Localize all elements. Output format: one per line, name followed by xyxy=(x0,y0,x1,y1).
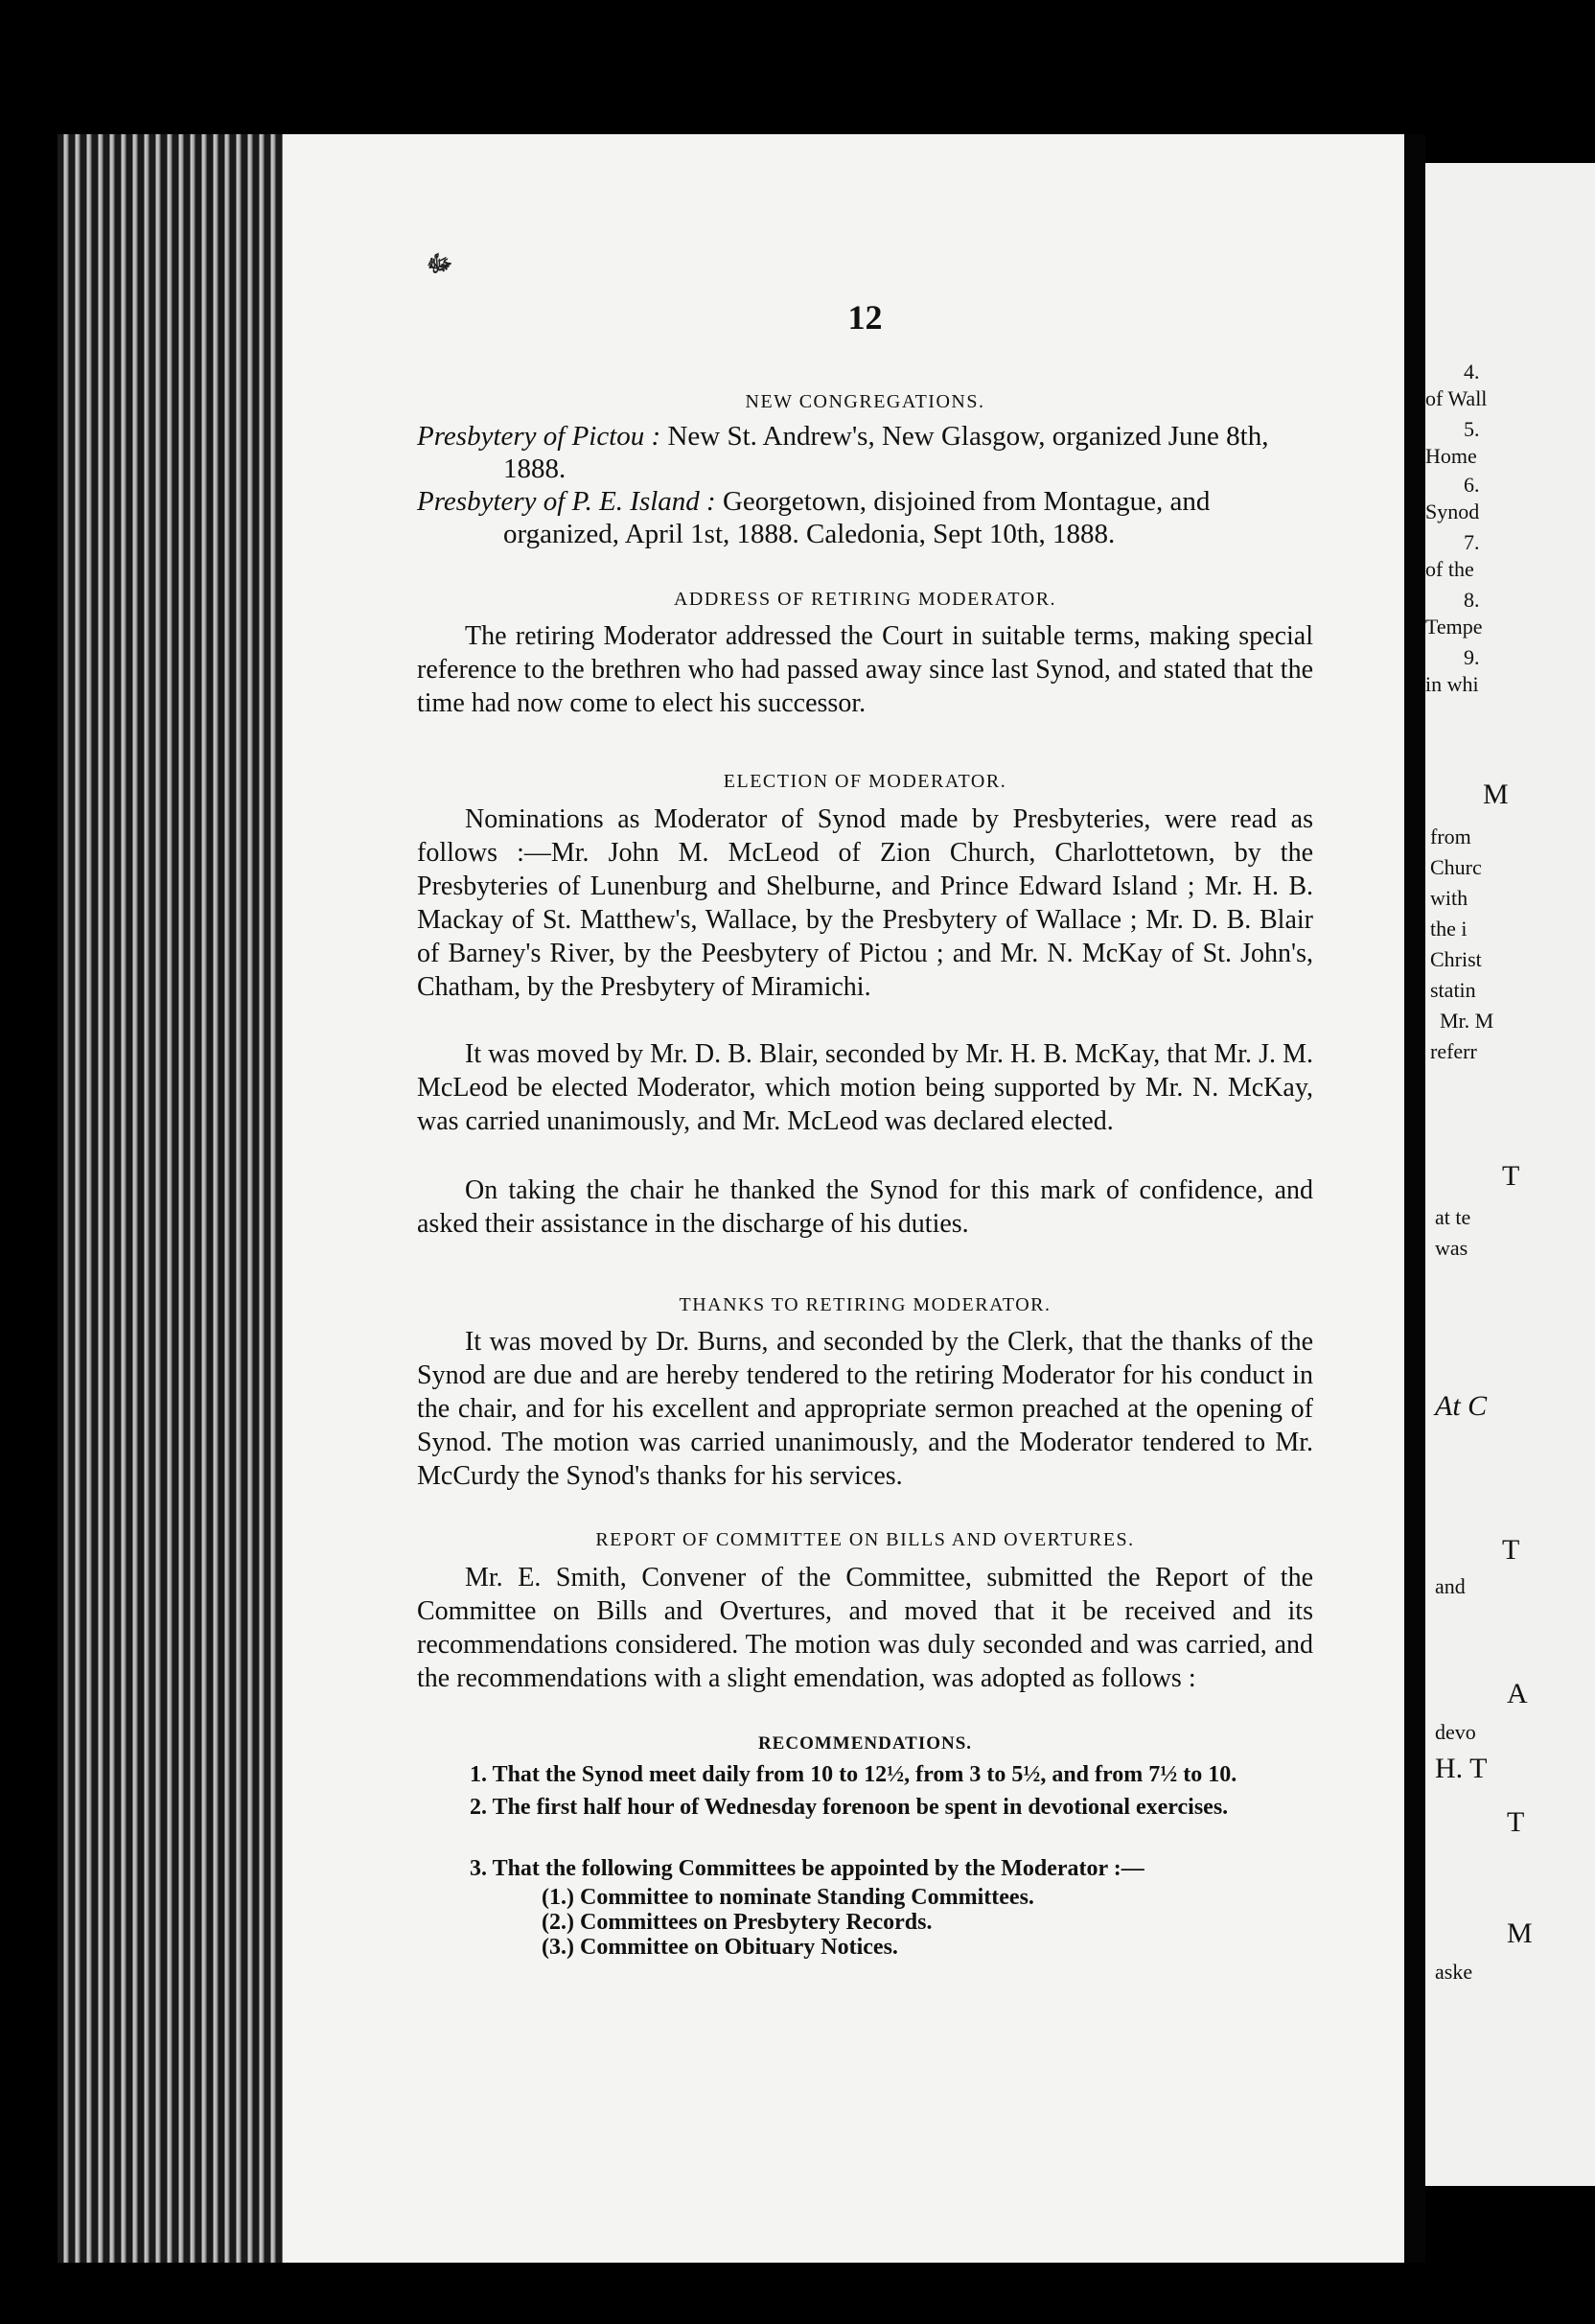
facing-fragment: devo xyxy=(1435,1720,1476,1744)
sub-item-3: (3.) Committee on Obituary Notices. xyxy=(542,1935,898,1960)
facing-fragment: of Wall xyxy=(1425,386,1488,410)
sub-item-1: (1.) Committee to nominate Standing Committees. xyxy=(542,1885,1034,1910)
book-edge-left xyxy=(58,134,283,2263)
facing-fragment: Churc xyxy=(1430,855,1482,879)
facing-fragment: Christ xyxy=(1430,947,1482,971)
recommendation-3: 3. That the following Committees be appointed by the Moderator :— xyxy=(470,1856,1144,1881)
recommendation-2: 2. The first half hour of Wednesday forenoon be spent in devotional exercises. xyxy=(470,1795,1229,1820)
para-election-2: It was moved by Mr. D. B. Blair, seconded by Mr. H. B. McKay, that Mr. J. M. McLeod be elected Moderator, which motion being supported by Mr. N. McKay, was carried unanimously, and Mr. McLeod was declared elected. xyxy=(417,1039,1313,1136)
facing-fragment: with xyxy=(1430,886,1468,910)
facing-page xyxy=(1425,163,1595,2186)
corner-mark: ﷻ xyxy=(427,252,453,277)
facing-fragment: Mr. M xyxy=(1440,1009,1494,1033)
sub-item-2: (2.) Committees on Presbytery Records. xyxy=(542,1910,933,1935)
facing-fragment: 5. xyxy=(1464,417,1480,441)
facing-fragment: A xyxy=(1507,1678,1528,1709)
para-election-3: On taking the chair he thanked the Synod for this mark of confidence, and asked their assistance in the discharge of his duties. xyxy=(417,1175,1313,1239)
facing-fragment: referr xyxy=(1430,1039,1477,1063)
facing-fragment: M xyxy=(1483,779,1509,810)
para-report: Mr. E. Smith, Convener of the Committee, submitted the Report of the Committee on Bills and Overtures, and moved that it be received and its recommendations considered. The motion was duly seconded and was carried, and the recommendations with a slight emendation, was adopted as follows : xyxy=(417,1563,1313,1693)
facing-fragment: at te xyxy=(1435,1205,1471,1229)
facing-fragment: from xyxy=(1430,825,1471,848)
entry-pictou: Presbytery of Pictou : New St. Andrew's, New Glasgow, organized June 8th, 1888. xyxy=(417,421,1269,484)
facing-fragment: T xyxy=(1502,1160,1520,1192)
heading-recommendations: RECOMMENDATIONS. xyxy=(757,1733,973,1754)
facing-fragment: 4. xyxy=(1464,360,1480,383)
facing-fragment: was xyxy=(1435,1236,1468,1260)
heading-election: ELECTION OF MODERATOR. xyxy=(723,771,1007,792)
facing-fragment: 8. xyxy=(1464,588,1480,612)
facing-fragment: 9. xyxy=(1464,645,1480,669)
facing-fragment: aske xyxy=(1435,1960,1473,1984)
facing-fragment: H. T xyxy=(1435,1753,1488,1784)
facing-fragment: and xyxy=(1435,1574,1466,1598)
facing-fragment: At C xyxy=(1435,1390,1488,1422)
facing-fragment: statin xyxy=(1430,978,1476,1002)
facing-fragment: Synod xyxy=(1425,500,1480,523)
facing-fragment: Home xyxy=(1425,444,1477,468)
facing-fragment: 6. xyxy=(1464,473,1480,497)
facing-fragment: in whi xyxy=(1425,672,1479,696)
book-page xyxy=(283,134,1404,2263)
heading-address: ADDRESS OF RETIRING MODERATOR. xyxy=(673,589,1057,610)
heading-thanks: THANKS TO RETIRING MODERATOR. xyxy=(679,1294,1052,1315)
facing-fragment: T xyxy=(1502,1534,1520,1566)
facing-fragment: Tempe xyxy=(1425,615,1483,639)
para-thanks: It was moved by Dr. Burns, and seconded by the Clerk, that the thanks of the Synod are due and are hereby tendered to the retiring Moderator for his conduct in the chair, and for his excellent and appropriate sermon preached at the opening of Synod. The motion was carried unanimously, and the Moderator tendered to Mr. McCurdy the Synod's thanks for his services. xyxy=(417,1327,1313,1491)
heading-report: REPORT OF COMMITTEE ON BILLS AND OVERTURES. xyxy=(595,1529,1135,1550)
facing-fragment: M xyxy=(1507,1917,1533,1949)
entry-pei: Presbytery of P. E. Island : Georgetown, disjoined from Montague, and organized, April 1st, 1888. Caledonia, Sept 10th, 1888. xyxy=(417,486,1211,549)
recommendation-1: 1. That the Synod meet daily from 10 to 12½, from 3 to 5½, and from 7½ to 10. xyxy=(470,1762,1237,1787)
facing-fragment: of the xyxy=(1425,557,1474,581)
para-address: The retiring Moderator addressed the Court in suitable terms, making special reference to the brethren who had passed away since last Synod, and stated that the time had now come to elect his successor. xyxy=(417,621,1313,718)
facing-fragment: the i xyxy=(1430,917,1468,941)
book-gutter xyxy=(1404,134,1425,2263)
facing-fragment: 7. xyxy=(1464,530,1480,554)
para-election-1: Nominations as Moderator of Synod made by Presbyteries, were read as follows :—Mr. John M. McLeod of Zion Church, Charlottetown, by the Presbyteries of Lunenburg and Shelburne, and Prince Edward Island ; Mr. H. B. Mackay of St. Matthew's, Wallace, by the Presbytery of Wallace ; Mr. D. B. Blair of Barney's River, by the Peesbytery of Pictou ; and Mr. N. McKay of St. John's, Chatham, by the Presbytery of Miramichi. xyxy=(417,804,1313,1002)
facing-fragment: T xyxy=(1507,1806,1525,1838)
page-number: 12 xyxy=(847,298,883,337)
heading-new-congregations: NEW CONGREGATIONS. xyxy=(745,391,985,412)
